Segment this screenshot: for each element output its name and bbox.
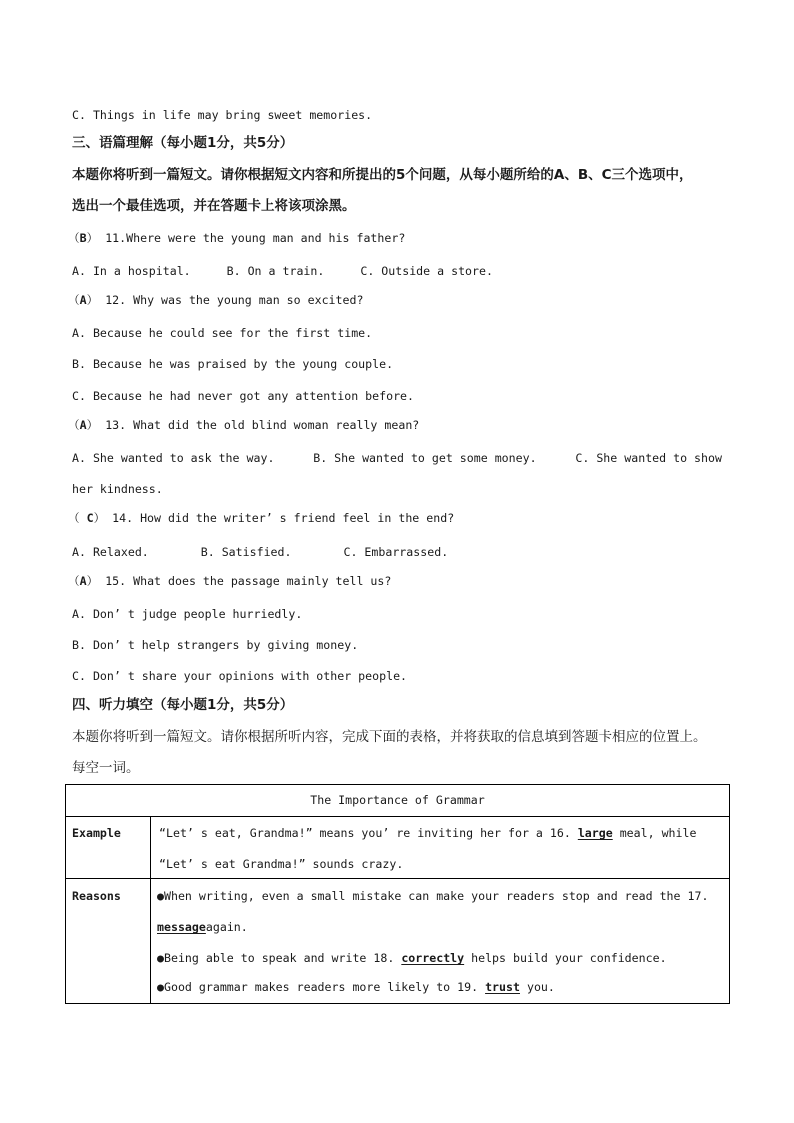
example-text: meal, while — [612, 826, 697, 840]
section3-heading: 三、语篇理解（每小题1分，共5分） — [72, 135, 294, 151]
option-a: A. Don’ t judge people hurriedly. — [72, 607, 303, 621]
reason-3 — [157, 980, 555, 994]
answer-13: A — [79, 418, 87, 432]
bullet-icon: ● — [157, 980, 164, 994]
option-a: A. She wanted to ask the way. — [72, 451, 275, 465]
option-c-continuation: her kindness. — [72, 482, 163, 496]
option-c: C. Don’ t share your opinions with other people. — [72, 669, 408, 683]
reasons-label: Reasons — [72, 889, 121, 903]
option-b: B. Because he was praised by the young couple. — [72, 357, 394, 371]
paren-close: ） — [93, 511, 106, 525]
option-a: A. In a hospital. — [72, 264, 191, 278]
reason-text: Being able to speak and write 18. — [163, 951, 402, 965]
question-text: 14. How did the writer’ s friend feel in the end? — [112, 511, 455, 525]
section4-instruction-1: 本题你将听到一篇短文。请你根据所听内容，完成下面的表格，并将获取的信息填到答题卡相应的位置上。 — [72, 729, 707, 745]
option-b: B. She wanted to get some money. — [313, 451, 537, 465]
section4-heading: 四、听力填空（每小题1分，共5分） — [72, 697, 294, 713]
option-a: A. Relaxed. — [72, 545, 149, 559]
example-line-1 — [159, 826, 696, 840]
reason-1 — [157, 889, 708, 903]
reason-text: When writing, even a small mistake can make your readers stop and read the 17. — [163, 889, 709, 903]
answer-14: C — [86, 511, 94, 525]
paren-open: （ — [68, 511, 87, 525]
answer-17: message — [157, 920, 206, 934]
answer-12: A — [79, 293, 87, 307]
options-13 — [72, 450, 722, 466]
example-label: Example — [72, 826, 121, 840]
section4-instruction-2: 每空一词。 — [72, 760, 140, 776]
option-b: B. On a train. — [226, 264, 325, 278]
question-13 — [68, 417, 419, 433]
answer-11: B — [79, 231, 87, 245]
example-line-2: “Let’ s eat Grandma!” sounds crazy. — [159, 857, 404, 871]
paren-open: （ — [68, 293, 80, 307]
reason-text: helps build your confidence. — [464, 951, 667, 965]
answer-18: correctly — [401, 951, 465, 965]
option-c: C. Embarrassed. — [343, 545, 449, 559]
reason-text: again. — [205, 920, 248, 934]
question-text: 11.Where were the young man and his father? — [105, 231, 406, 245]
option-c: C. Because he had never got any attention before. — [72, 389, 415, 403]
paren-close: ） — [86, 418, 99, 432]
question-text: 12. Why was the young man so excited? — [105, 293, 364, 307]
option-a: A. Because he could see for the first time. — [72, 326, 373, 340]
question-11 — [68, 230, 405, 246]
table-title: The Importance of Grammar — [310, 793, 485, 807]
paren-close: ） — [86, 293, 99, 307]
reason-1-continuation — [157, 920, 248, 934]
option-c: C. She wanted to show — [575, 451, 722, 465]
question-14 — [68, 510, 454, 526]
paren-close: ） — [86, 231, 99, 245]
paren-open: （ — [68, 574, 80, 588]
answer-15: A — [79, 574, 87, 588]
paren-close: ） — [86, 574, 99, 588]
options-11 — [72, 263, 493, 279]
section3-instruction-2: 选出一个最佳选项，并在答题卡上将该项涂黑。 — [72, 198, 356, 214]
reason-text: Good grammar makes readers more likely to 19. — [163, 980, 486, 994]
option-c: C. Outside a store. — [360, 264, 493, 278]
answer-19: trust — [485, 980, 520, 994]
bullet-icon: ● — [157, 889, 164, 903]
options-14 — [72, 544, 448, 560]
reason-2 — [157, 951, 667, 965]
option-text: C. Things in life may bring sweet memories. — [72, 108, 373, 122]
bullet-icon: ● — [157, 951, 164, 965]
question-text: 13. What did the old blind woman really mean? — [105, 418, 420, 432]
question-text: 15. What does the passage mainly tell us? — [105, 574, 392, 588]
answer-16: large — [577, 826, 613, 840]
grammar-table — [65, 784, 730, 1004]
section3-instruction-1: 本题你将听到一篇短文。请你根据短文内容和所提出的5个问题，从每小题所给的A、B、C三个选项中， — [72, 167, 693, 183]
question-15 — [68, 573, 391, 589]
paren-open: （ — [68, 418, 80, 432]
example-text: “Let’ s eat, Grandma!” means you’ re inviting her for a 16. — [159, 826, 578, 840]
paren-open: （ — [68, 231, 80, 245]
reason-text: you. — [519, 980, 555, 994]
question-12 — [68, 292, 363, 308]
option-b: B. Don’ t help strangers by giving money. — [72, 638, 359, 652]
option-b: B. Satisfied. — [200, 545, 292, 559]
